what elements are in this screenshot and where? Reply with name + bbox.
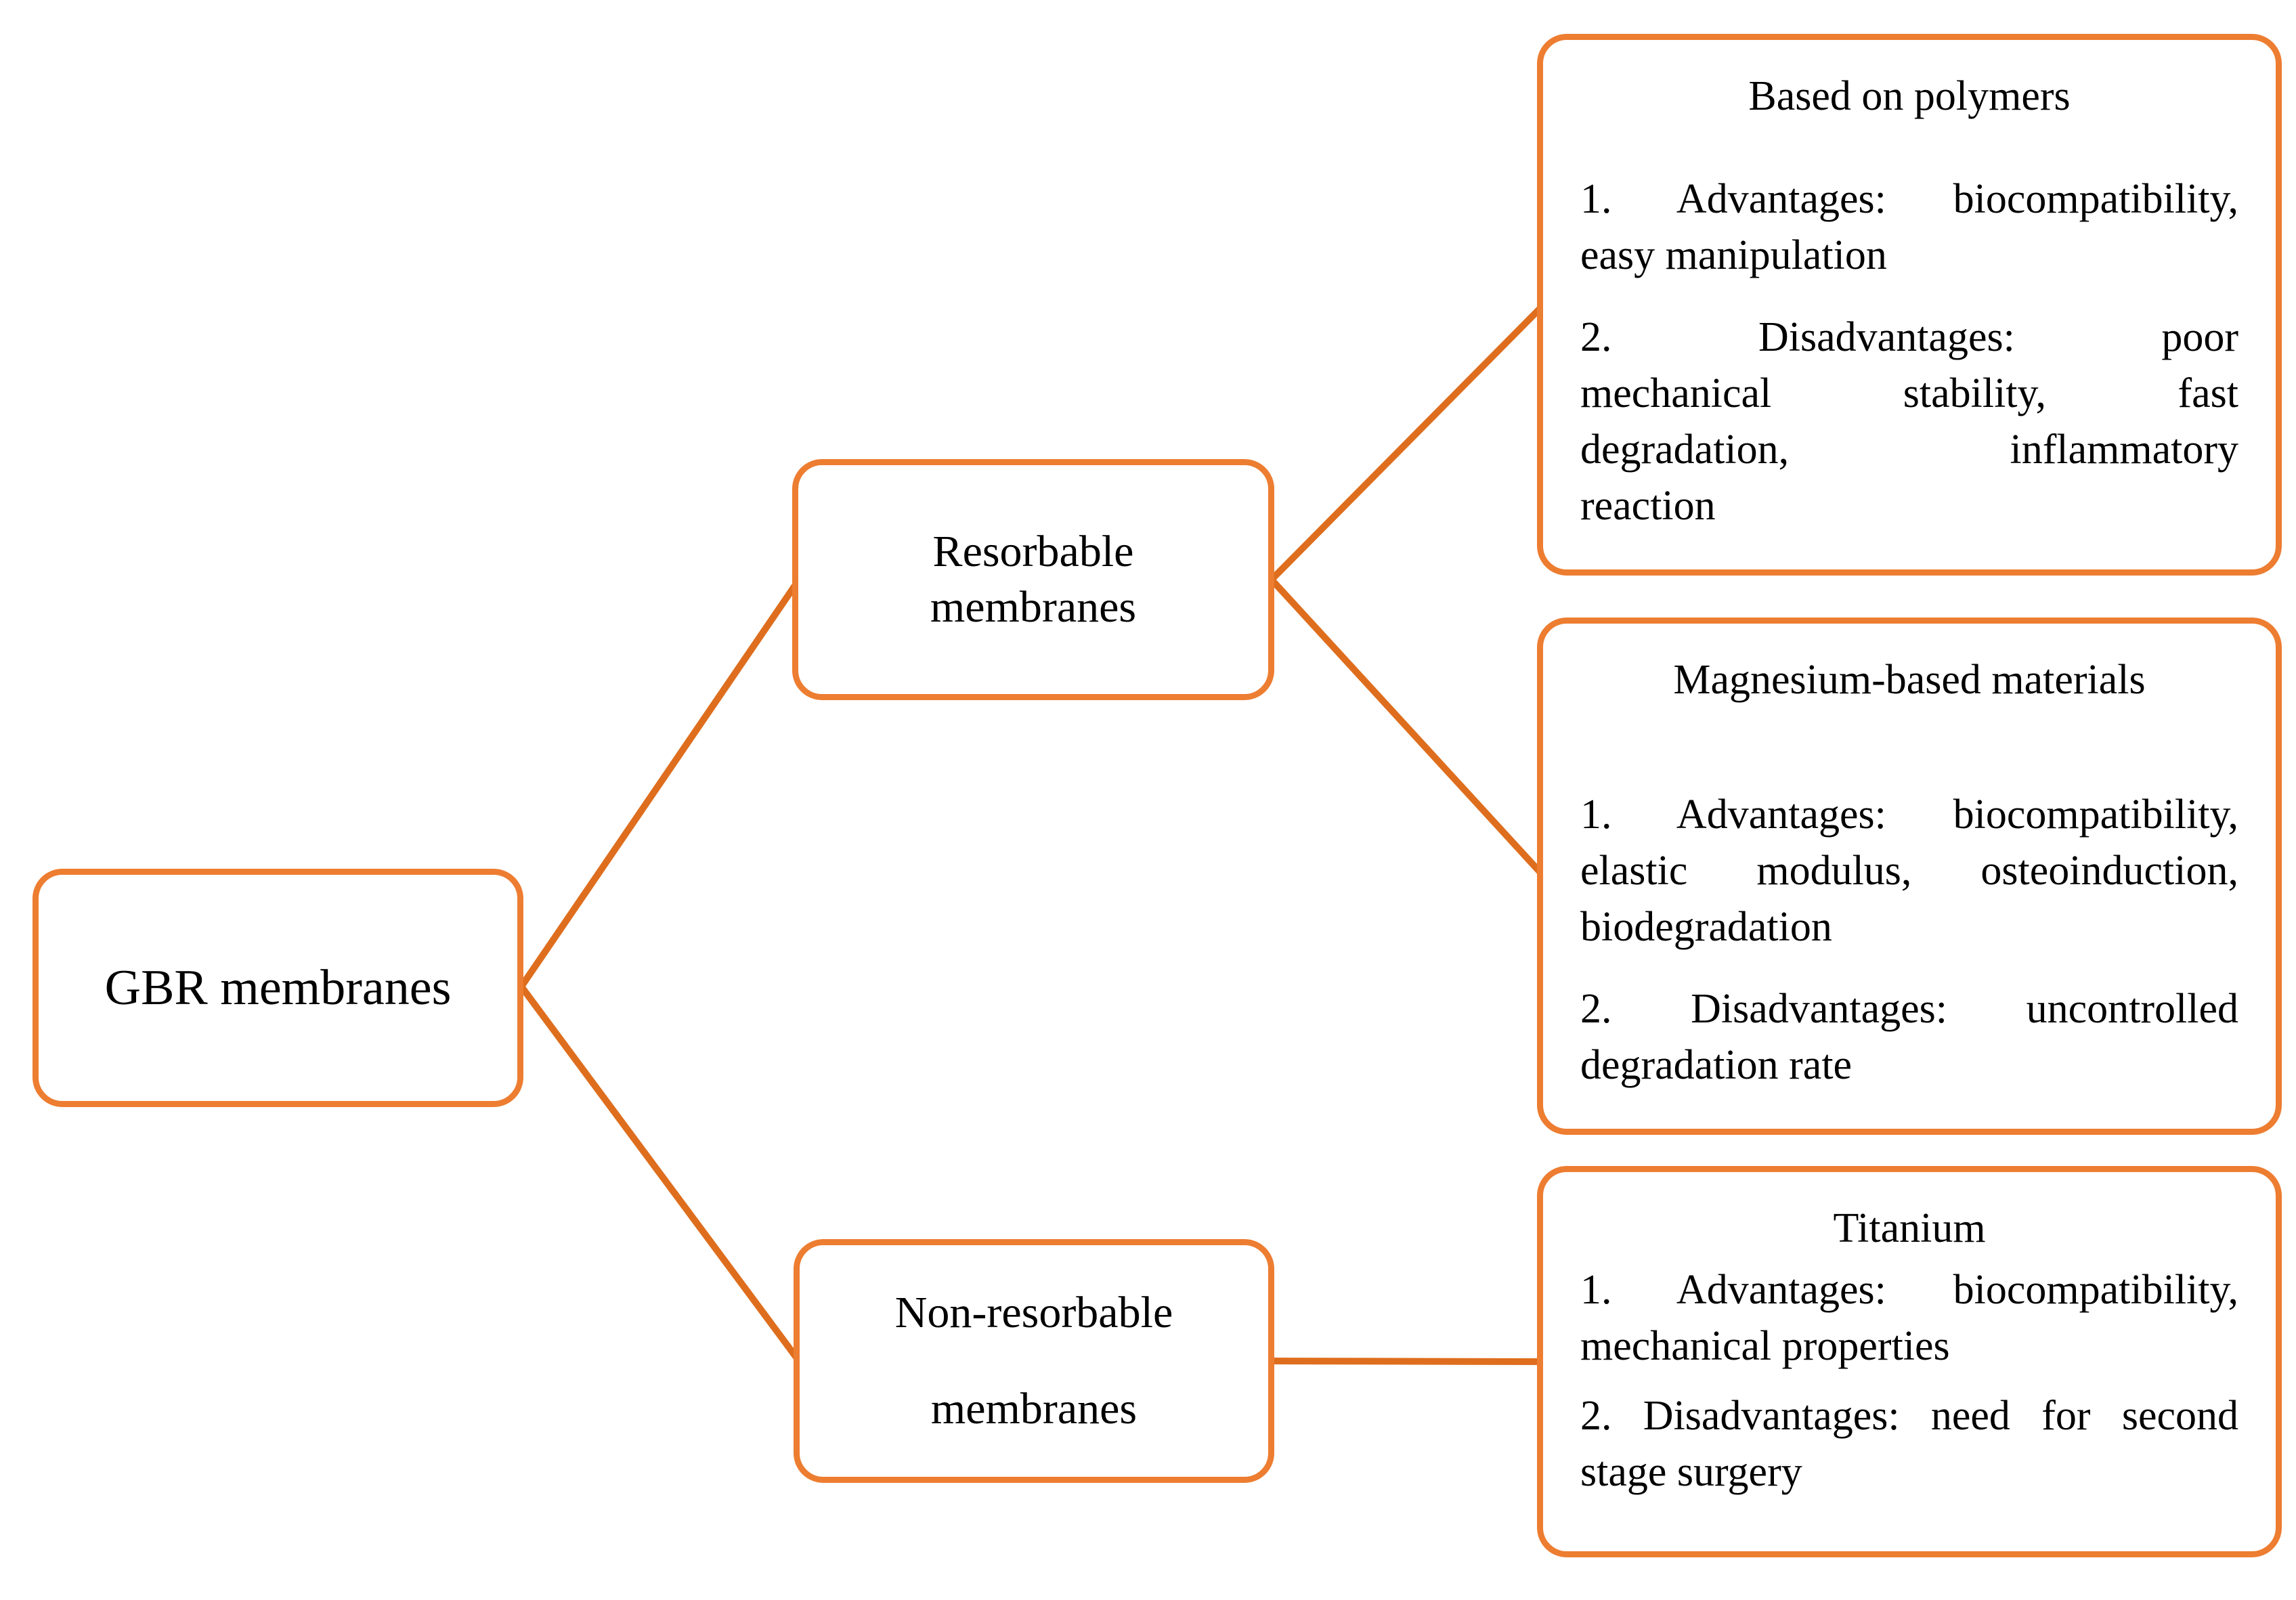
polymers-advantages (1580, 171, 2238, 284)
magnesium-advantages-line2: elastic modulus, osteoinduction, (1580, 847, 2238, 894)
connector-gbr-to-non-resorbable (521, 987, 799, 1361)
node-magnesium-based-materials (1537, 618, 2282, 1135)
node-titanium (1537, 1166, 2282, 1557)
node-gbr-membranes (33, 869, 523, 1107)
gbr-label: GBR membranes (104, 959, 452, 1016)
titanium-items (1580, 1262, 2238, 1500)
titanium-advantages-line1: 1. Advantages: biocompatibility, (1580, 1267, 2238, 1314)
polymers-title: Based on polymers (1748, 73, 2071, 119)
connector-resorbable-to-polymers (1272, 305, 1544, 580)
connector-non-resorbable-to-titanium (1272, 1361, 1544, 1362)
titanium-disadvantages (1580, 1388, 2238, 1500)
titanium-title: Titanium (1833, 1205, 1986, 1251)
titanium-disadvantages-line1: 2. Disadvantages: need for second (1580, 1393, 2238, 1440)
magnesium-items (1580, 787, 2238, 1094)
magnesium-advantages-line3: biodegradation (1580, 903, 1832, 950)
magnesium-disadvantages-line2: degradation rate (1580, 1041, 1853, 1088)
non-resorbable-label-line2: membranes (930, 1384, 1138, 1433)
titanium-advantages (1580, 1262, 2238, 1375)
magnesium-disadvantages-line1: 2. Disadvantages: uncontrolled (1580, 985, 2238, 1032)
resorbable-label-line1: Resorbable (932, 526, 1134, 576)
connector-gbr-to-resorbable (521, 580, 799, 987)
resorbable-label-line2: membranes (930, 582, 1137, 632)
node-non-resorbable-membranes (794, 1239, 1274, 1483)
titanium-advantages-line2: mechanical properties (1580, 1323, 1950, 1370)
magnesium-advantages-line1: 1. Advantages: biocompatibility, (1580, 791, 2238, 838)
titanium-disadvantages-line2: stage surgery (1580, 1449, 1802, 1496)
non-resorbable-label (895, 1265, 1173, 1457)
polymers-disadvantages-line1: 2. Disadvantages: poor (1580, 313, 2238, 360)
polymers-advantages-line2: easy manipulation (1580, 232, 1887, 278)
polymers-advantages-line1: 1. Advantages: biocompatibility, (1580, 175, 2238, 222)
magnesium-disadvantages (1580, 981, 2238, 1094)
node-based-on-polymers (1537, 34, 2282, 576)
magnesium-title: Magnesium-based materials (1673, 657, 2146, 703)
magnesium-advantages (1580, 787, 2238, 955)
polymers-disadvantages-line2: mechanical stability, fast (1580, 370, 2238, 416)
resorbable-label (930, 524, 1136, 636)
connector-resorbable-to-magnesium (1272, 580, 1544, 876)
node-resorbable-membranes (792, 459, 1274, 700)
polymers-disadvantages-line4: reaction (1580, 482, 1716, 529)
non-resorbable-label-line1: Non-resorbable (894, 1288, 1173, 1338)
polymers-items (1580, 171, 2238, 534)
polymers-disadvantages-line3: degradation, inflammatory (1580, 426, 2238, 473)
polymers-disadvantages (1580, 309, 2238, 534)
